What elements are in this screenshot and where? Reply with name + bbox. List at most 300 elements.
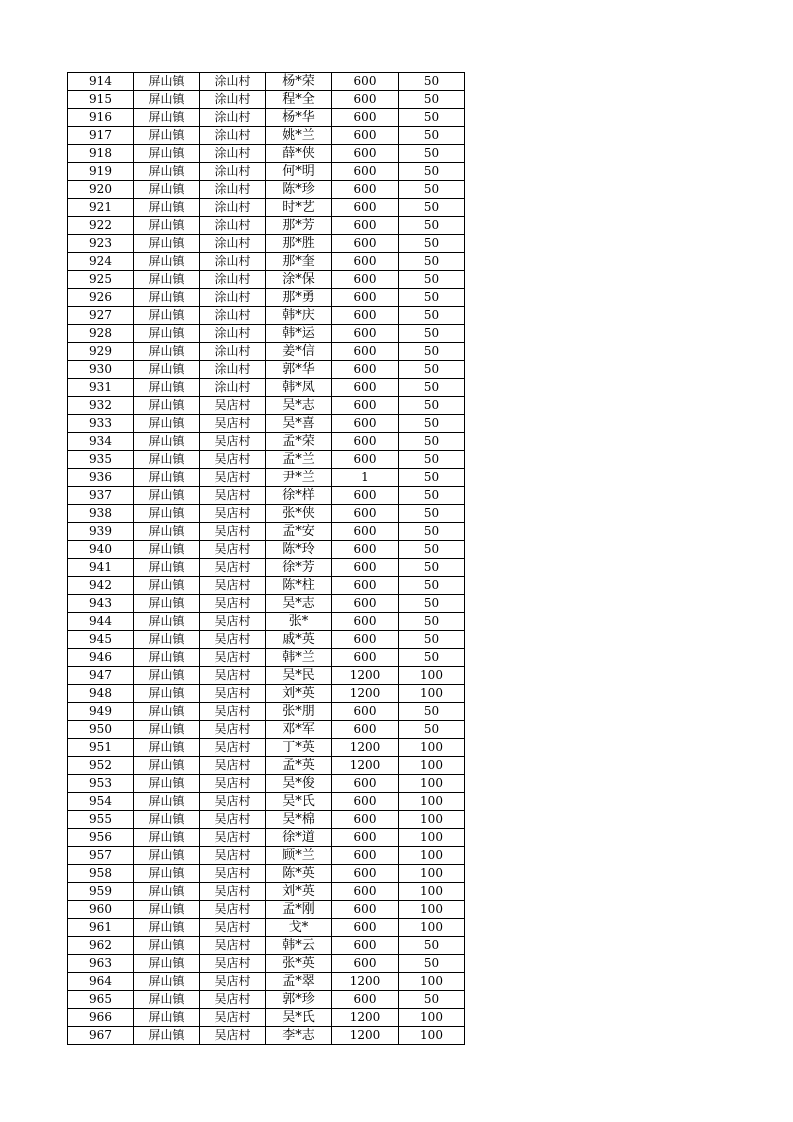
town-cell: 屏山镇 xyxy=(134,829,200,847)
table-row xyxy=(68,181,465,199)
village-cell: 吴店村 xyxy=(200,469,266,487)
village-cell: 吴店村 xyxy=(200,883,266,901)
town-cell: 屏山镇 xyxy=(134,307,200,325)
row-number-cell: 938 xyxy=(68,505,134,523)
row-number-cell: 920 xyxy=(68,181,134,199)
town-cell: 屏山镇 xyxy=(134,775,200,793)
amount-cell: 600 xyxy=(332,127,399,145)
town-cell: 屏山镇 xyxy=(134,1009,200,1027)
village-cell: 吴店村 xyxy=(200,541,266,559)
row-number-cell: 958 xyxy=(68,865,134,883)
town-cell: 屏山镇 xyxy=(134,199,200,217)
subsidy-cell: 100 xyxy=(399,757,465,775)
town-cell: 屏山镇 xyxy=(134,883,200,901)
table-row xyxy=(68,469,465,487)
amount-cell: 600 xyxy=(332,217,399,235)
town-cell: 屏山镇 xyxy=(134,217,200,235)
town-cell: 屏山镇 xyxy=(134,811,200,829)
subsidy-cell: 50 xyxy=(399,379,465,397)
row-number-cell: 967 xyxy=(68,1027,134,1045)
amount-cell: 600 xyxy=(332,343,399,361)
row-number-cell: 939 xyxy=(68,523,134,541)
table-row xyxy=(68,721,465,739)
amount-cell: 600 xyxy=(332,595,399,613)
row-number-cell: 915 xyxy=(68,91,134,109)
amount-cell: 600 xyxy=(332,775,399,793)
name-cell: 尹*兰 xyxy=(266,469,332,487)
table-row xyxy=(68,415,465,433)
amount-cell: 600 xyxy=(332,811,399,829)
amount-cell: 600 xyxy=(332,577,399,595)
town-cell: 屏山镇 xyxy=(134,721,200,739)
row-number-cell: 929 xyxy=(68,343,134,361)
table-row xyxy=(68,937,465,955)
village-cell: 涂山村 xyxy=(200,271,266,289)
row-number-cell: 931 xyxy=(68,379,134,397)
amount-cell: 600 xyxy=(332,109,399,127)
name-cell: 薛*侠 xyxy=(266,145,332,163)
amount-cell: 600 xyxy=(332,433,399,451)
table-row xyxy=(68,685,465,703)
name-cell: 何*明 xyxy=(266,163,332,181)
amount-cell: 1200 xyxy=(332,739,399,757)
village-cell: 涂山村 xyxy=(200,379,266,397)
table-row xyxy=(68,757,465,775)
subsidy-cell: 100 xyxy=(399,973,465,991)
amount-cell: 600 xyxy=(332,451,399,469)
name-cell: 张* xyxy=(266,613,332,631)
table-row xyxy=(68,793,465,811)
amount-cell: 600 xyxy=(332,919,399,937)
amount-cell: 600 xyxy=(332,307,399,325)
table-row xyxy=(68,217,465,235)
subsidy-cell: 50 xyxy=(399,73,465,91)
subsidy-cell: 50 xyxy=(399,523,465,541)
subsidy-cell: 50 xyxy=(399,307,465,325)
name-cell: 吴*氏 xyxy=(266,1009,332,1027)
town-cell: 屏山镇 xyxy=(134,73,200,91)
town-cell: 屏山镇 xyxy=(134,397,200,415)
town-cell: 屏山镇 xyxy=(134,163,200,181)
town-cell: 屏山镇 xyxy=(134,865,200,883)
amount-cell: 600 xyxy=(332,649,399,667)
subsidy-cell: 50 xyxy=(399,577,465,595)
town-cell: 屏山镇 xyxy=(134,145,200,163)
table-row xyxy=(68,649,465,667)
amount-cell: 1200 xyxy=(332,1027,399,1045)
subsidy-cell: 50 xyxy=(399,91,465,109)
table-row xyxy=(68,523,465,541)
village-cell: 吴店村 xyxy=(200,991,266,1009)
subsidy-cell: 50 xyxy=(399,487,465,505)
table-row xyxy=(68,1027,465,1045)
town-cell: 屏山镇 xyxy=(134,235,200,253)
row-number-cell: 952 xyxy=(68,757,134,775)
amount-cell: 600 xyxy=(332,91,399,109)
name-cell: 刘*英 xyxy=(266,883,332,901)
village-cell: 吴店村 xyxy=(200,505,266,523)
table-row xyxy=(68,1009,465,1027)
name-cell: 吴*棉 xyxy=(266,811,332,829)
row-number-cell: 925 xyxy=(68,271,134,289)
row-number-cell: 932 xyxy=(68,397,134,415)
table-row xyxy=(68,379,465,397)
row-number-cell: 935 xyxy=(68,451,134,469)
name-cell: 徐*道 xyxy=(266,829,332,847)
row-number-cell: 964 xyxy=(68,973,134,991)
amount-cell: 1200 xyxy=(332,1009,399,1027)
table-row xyxy=(68,847,465,865)
name-cell: 韩*云 xyxy=(266,937,332,955)
amount-cell: 600 xyxy=(332,829,399,847)
village-cell: 吴店村 xyxy=(200,919,266,937)
row-number-cell: 960 xyxy=(68,901,134,919)
subsidy-cell: 50 xyxy=(399,559,465,577)
name-cell: 李*志 xyxy=(266,1027,332,1045)
subsidy-cell: 50 xyxy=(399,703,465,721)
name-cell: 邓*军 xyxy=(266,721,332,739)
amount-cell: 600 xyxy=(332,145,399,163)
row-number-cell: 955 xyxy=(68,811,134,829)
amount-cell: 600 xyxy=(332,181,399,199)
row-number-cell: 926 xyxy=(68,289,134,307)
name-cell: 韩*凤 xyxy=(266,379,332,397)
name-cell: 杨*华 xyxy=(266,109,332,127)
subsidy-cell: 100 xyxy=(399,667,465,685)
subsidy-cell: 100 xyxy=(399,811,465,829)
table-row xyxy=(68,253,465,271)
amount-cell: 600 xyxy=(332,991,399,1009)
village-cell: 吴店村 xyxy=(200,937,266,955)
row-number-cell: 949 xyxy=(68,703,134,721)
village-cell: 涂山村 xyxy=(200,91,266,109)
table-row xyxy=(68,595,465,613)
row-number-cell: 928 xyxy=(68,325,134,343)
row-number-cell: 965 xyxy=(68,991,134,1009)
village-cell: 涂山村 xyxy=(200,235,266,253)
town-cell: 屏山镇 xyxy=(134,703,200,721)
subsidy-cell: 100 xyxy=(399,865,465,883)
name-cell: 徐*样 xyxy=(266,487,332,505)
amount-cell: 600 xyxy=(332,505,399,523)
table-row xyxy=(68,289,465,307)
town-cell: 屏山镇 xyxy=(134,559,200,577)
town-cell: 屏山镇 xyxy=(134,433,200,451)
table-row xyxy=(68,919,465,937)
town-cell: 屏山镇 xyxy=(134,757,200,775)
row-number-cell: 943 xyxy=(68,595,134,613)
village-cell: 吴店村 xyxy=(200,829,266,847)
row-number-cell: 914 xyxy=(68,73,134,91)
village-cell: 吴店村 xyxy=(200,775,266,793)
village-cell: 吴店村 xyxy=(200,613,266,631)
row-number-cell: 951 xyxy=(68,739,134,757)
town-cell: 屏山镇 xyxy=(134,685,200,703)
name-cell: 那*勇 xyxy=(266,289,332,307)
name-cell: 韩*兰 xyxy=(266,649,332,667)
table-row xyxy=(68,829,465,847)
row-number-cell: 937 xyxy=(68,487,134,505)
village-cell: 吴店村 xyxy=(200,685,266,703)
row-number-cell: 961 xyxy=(68,919,134,937)
table-row xyxy=(68,559,465,577)
table-row xyxy=(68,955,465,973)
name-cell: 孟*兰 xyxy=(266,451,332,469)
town-cell: 屏山镇 xyxy=(134,361,200,379)
village-cell: 吴店村 xyxy=(200,703,266,721)
village-cell: 吴店村 xyxy=(200,487,266,505)
subsidy-cell: 100 xyxy=(399,775,465,793)
subsidy-cell: 50 xyxy=(399,451,465,469)
village-cell: 吴店村 xyxy=(200,811,266,829)
name-cell: 孟*荣 xyxy=(266,433,332,451)
town-cell: 屏山镇 xyxy=(134,991,200,1009)
row-number-cell: 946 xyxy=(68,649,134,667)
amount-cell: 600 xyxy=(332,793,399,811)
name-cell: 韩*运 xyxy=(266,325,332,343)
subsidy-cell: 50 xyxy=(399,937,465,955)
village-cell: 涂山村 xyxy=(200,343,266,361)
village-cell: 涂山村 xyxy=(200,199,266,217)
amount-cell: 600 xyxy=(332,847,399,865)
row-number-cell: 959 xyxy=(68,883,134,901)
amount-cell: 600 xyxy=(332,487,399,505)
name-cell: 陈*英 xyxy=(266,865,332,883)
village-cell: 吴店村 xyxy=(200,757,266,775)
town-cell: 屏山镇 xyxy=(134,487,200,505)
village-cell: 涂山村 xyxy=(200,325,266,343)
amount-cell: 600 xyxy=(332,379,399,397)
town-cell: 屏山镇 xyxy=(134,577,200,595)
amount-cell: 1200 xyxy=(332,685,399,703)
name-cell: 孟*刚 xyxy=(266,901,332,919)
town-cell: 屏山镇 xyxy=(134,343,200,361)
name-cell: 程*全 xyxy=(266,91,332,109)
amount-cell: 600 xyxy=(332,289,399,307)
village-cell: 吴店村 xyxy=(200,973,266,991)
town-cell: 屏山镇 xyxy=(134,523,200,541)
row-number-cell: 936 xyxy=(68,469,134,487)
table-row xyxy=(68,991,465,1009)
row-number-cell: 957 xyxy=(68,847,134,865)
village-cell: 涂山村 xyxy=(200,217,266,235)
subsidy-cell: 50 xyxy=(399,541,465,559)
name-cell: 那*胜 xyxy=(266,235,332,253)
amount-cell: 1200 xyxy=(332,667,399,685)
subsidy-cell: 50 xyxy=(399,595,465,613)
amount-cell: 600 xyxy=(332,325,399,343)
row-number-cell: 941 xyxy=(68,559,134,577)
village-cell: 吴店村 xyxy=(200,523,266,541)
amount-cell: 600 xyxy=(332,541,399,559)
subsidy-cell: 50 xyxy=(399,415,465,433)
town-cell: 屏山镇 xyxy=(134,271,200,289)
table-row xyxy=(68,703,465,721)
amount-cell: 600 xyxy=(332,415,399,433)
name-cell: 涂*保 xyxy=(266,271,332,289)
row-number-cell: 919 xyxy=(68,163,134,181)
village-cell: 吴店村 xyxy=(200,901,266,919)
table-row xyxy=(68,739,465,757)
town-cell: 屏山镇 xyxy=(134,379,200,397)
village-cell: 吴店村 xyxy=(200,397,266,415)
name-cell: 陈*珍 xyxy=(266,181,332,199)
amount-cell: 1200 xyxy=(332,757,399,775)
name-cell: 吴*志 xyxy=(266,595,332,613)
table-row xyxy=(68,451,465,469)
town-cell: 屏山镇 xyxy=(134,415,200,433)
name-cell: 吴*喜 xyxy=(266,415,332,433)
subsidy-cell: 50 xyxy=(399,325,465,343)
name-cell: 孟*安 xyxy=(266,523,332,541)
village-cell: 吴店村 xyxy=(200,667,266,685)
subsidy-cell: 50 xyxy=(399,361,465,379)
subsidy-cell: 100 xyxy=(399,739,465,757)
amount-cell: 600 xyxy=(332,271,399,289)
amount-cell: 600 xyxy=(332,163,399,181)
town-cell: 屏山镇 xyxy=(134,181,200,199)
village-cell: 吴店村 xyxy=(200,865,266,883)
table-row xyxy=(68,613,465,631)
row-number-cell: 918 xyxy=(68,145,134,163)
amount-cell: 600 xyxy=(332,253,399,271)
town-cell: 屏山镇 xyxy=(134,91,200,109)
table-row xyxy=(68,883,465,901)
amount-cell: 600 xyxy=(332,955,399,973)
village-cell: 涂山村 xyxy=(200,253,266,271)
amount-cell: 600 xyxy=(332,631,399,649)
name-cell: 陈*玲 xyxy=(266,541,332,559)
subsidy-cell: 50 xyxy=(399,145,465,163)
amount-cell: 600 xyxy=(332,937,399,955)
town-cell: 屏山镇 xyxy=(134,325,200,343)
amount-cell: 600 xyxy=(332,559,399,577)
village-cell: 吴店村 xyxy=(200,577,266,595)
table-row xyxy=(68,667,465,685)
table-row xyxy=(68,775,465,793)
row-number-cell: 930 xyxy=(68,361,134,379)
name-cell: 吴*民 xyxy=(266,667,332,685)
table-row xyxy=(68,811,465,829)
table-row xyxy=(68,109,465,127)
subsidy-cell: 100 xyxy=(399,793,465,811)
row-number-cell: 962 xyxy=(68,937,134,955)
village-cell: 吴店村 xyxy=(200,955,266,973)
row-number-cell: 963 xyxy=(68,955,134,973)
village-cell: 吴店村 xyxy=(200,559,266,577)
town-cell: 屏山镇 xyxy=(134,595,200,613)
subsidy-cell: 50 xyxy=(399,469,465,487)
town-cell: 屏山镇 xyxy=(134,109,200,127)
town-cell: 屏山镇 xyxy=(134,451,200,469)
table-row xyxy=(68,541,465,559)
name-cell: 戚*英 xyxy=(266,631,332,649)
row-number-cell: 924 xyxy=(68,253,134,271)
town-cell: 屏山镇 xyxy=(134,541,200,559)
name-cell: 姜*信 xyxy=(266,343,332,361)
table-row xyxy=(68,631,465,649)
row-number-cell: 921 xyxy=(68,199,134,217)
town-cell: 屏山镇 xyxy=(134,127,200,145)
row-number-cell: 942 xyxy=(68,577,134,595)
town-cell: 屏山镇 xyxy=(134,901,200,919)
name-cell: 孟*翠 xyxy=(266,973,332,991)
subsidy-cell: 100 xyxy=(399,847,465,865)
subsidy-cell: 50 xyxy=(399,631,465,649)
subsidy-cell: 50 xyxy=(399,109,465,127)
town-cell: 屏山镇 xyxy=(134,847,200,865)
name-cell: 顾*兰 xyxy=(266,847,332,865)
table-row xyxy=(68,505,465,523)
name-cell: 杨*荣 xyxy=(266,73,332,91)
subsidy-cell: 50 xyxy=(399,127,465,145)
village-cell: 吴店村 xyxy=(200,847,266,865)
subsidy-cell: 50 xyxy=(399,613,465,631)
town-cell: 屏山镇 xyxy=(134,793,200,811)
table-row xyxy=(68,433,465,451)
name-cell: 那*芳 xyxy=(266,217,332,235)
table-row xyxy=(68,361,465,379)
table-row xyxy=(68,271,465,289)
row-number-cell: 948 xyxy=(68,685,134,703)
amount-cell: 600 xyxy=(332,523,399,541)
row-number-cell: 922 xyxy=(68,217,134,235)
name-cell: 徐*芳 xyxy=(266,559,332,577)
row-number-cell: 944 xyxy=(68,613,134,631)
table-row xyxy=(68,127,465,145)
subsidy-cell: 50 xyxy=(399,343,465,361)
village-cell: 涂山村 xyxy=(200,181,266,199)
row-number-cell: 940 xyxy=(68,541,134,559)
subsidy-cell: 100 xyxy=(399,1009,465,1027)
name-cell: 孟*英 xyxy=(266,757,332,775)
row-number-cell: 947 xyxy=(68,667,134,685)
village-cell: 吴店村 xyxy=(200,631,266,649)
row-number-cell: 917 xyxy=(68,127,134,145)
table-row xyxy=(68,577,465,595)
village-cell: 吴店村 xyxy=(200,1009,266,1027)
village-cell: 吴店村 xyxy=(200,433,266,451)
village-cell: 吴店村 xyxy=(200,721,266,739)
town-cell: 屏山镇 xyxy=(134,1027,200,1045)
village-cell: 涂山村 xyxy=(200,73,266,91)
amount-cell: 600 xyxy=(332,613,399,631)
table-row xyxy=(68,973,465,991)
row-number-cell: 945 xyxy=(68,631,134,649)
subsidy-cell: 50 xyxy=(399,433,465,451)
name-cell: 张*侠 xyxy=(266,505,332,523)
subsidy-cell: 100 xyxy=(399,883,465,901)
town-cell: 屏山镇 xyxy=(134,289,200,307)
name-cell: 张*朋 xyxy=(266,703,332,721)
village-cell: 吴店村 xyxy=(200,595,266,613)
village-cell: 涂山村 xyxy=(200,145,266,163)
village-cell: 涂山村 xyxy=(200,127,266,145)
amount-cell: 1 xyxy=(332,469,399,487)
name-cell: 吴*俊 xyxy=(266,775,332,793)
row-number-cell: 956 xyxy=(68,829,134,847)
village-cell: 吴店村 xyxy=(200,415,266,433)
table-row xyxy=(68,487,465,505)
table-row xyxy=(68,325,465,343)
amount-cell: 600 xyxy=(332,721,399,739)
name-cell: 刘*英 xyxy=(266,685,332,703)
amount-cell: 600 xyxy=(332,865,399,883)
table-row xyxy=(68,145,465,163)
name-cell: 陈*柱 xyxy=(266,577,332,595)
name-cell: 丁*英 xyxy=(266,739,332,757)
row-number-cell: 950 xyxy=(68,721,134,739)
